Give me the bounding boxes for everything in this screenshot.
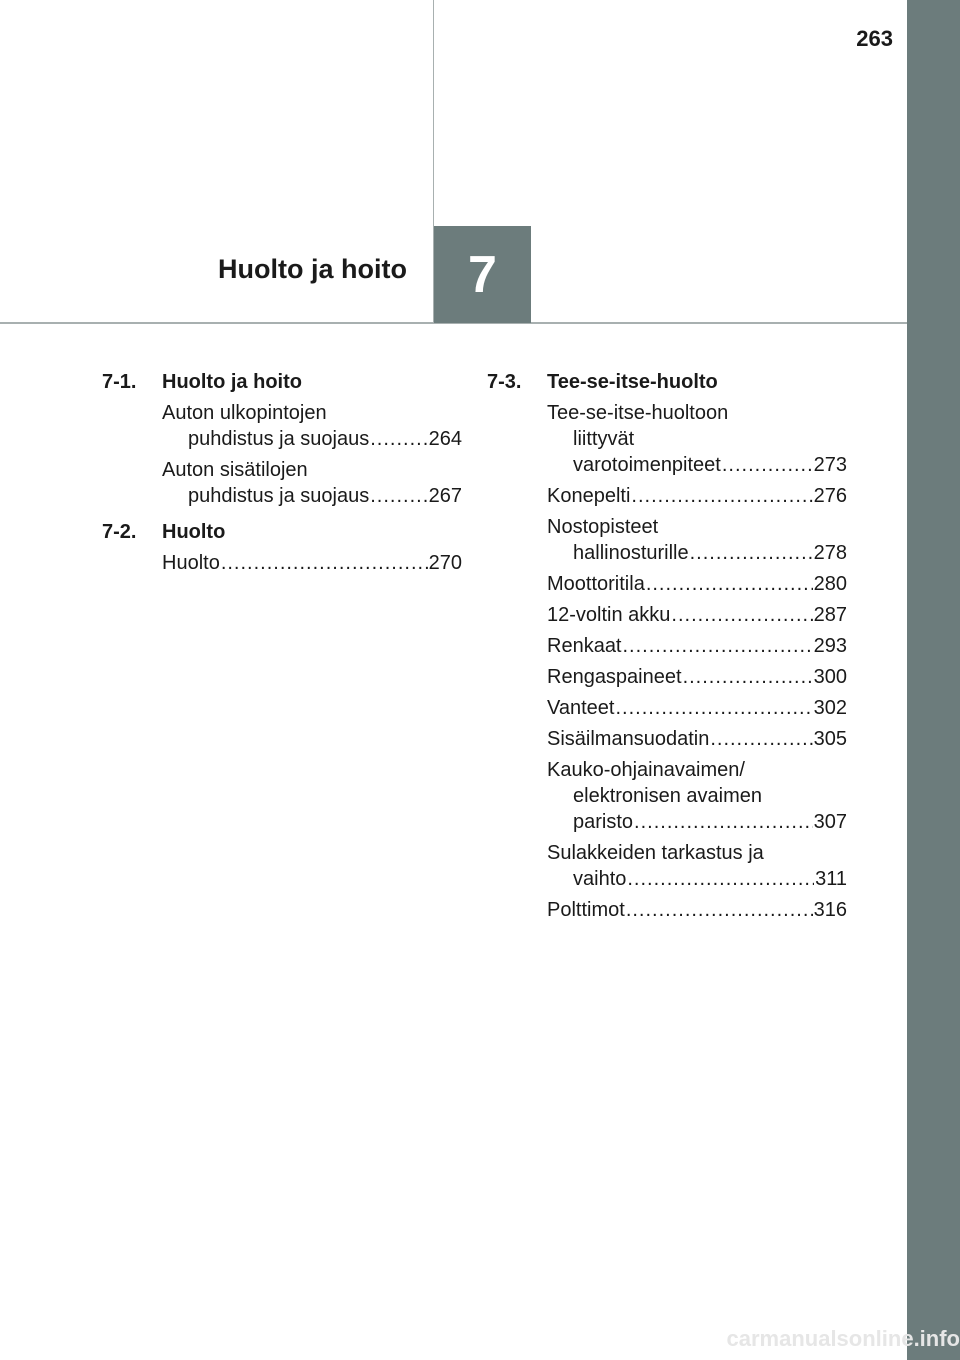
entry-page: 270 (428, 552, 462, 574)
section-heading[interactable] (487, 371, 847, 394)
leader-dots (683, 664, 813, 690)
entry-text: Sulakkeiden tarkastus ja (547, 842, 764, 864)
entry-text: Tee-se-itse-huoltoon (547, 402, 729, 424)
leader-dots (623, 633, 813, 659)
entry-page: 273 (813, 454, 847, 476)
leader-dots (370, 483, 427, 509)
entry-page: 316 (813, 899, 847, 921)
entry-page: 287 (813, 604, 847, 626)
entry-page: 302 (813, 697, 847, 719)
section-title: Huolto (162, 521, 226, 543)
entry-text: Huolto (162, 552, 220, 574)
section-number: 7-2. (102, 521, 137, 543)
toc-entry[interactable] (547, 726, 847, 752)
toc-entry[interactable] (162, 457, 462, 509)
entry-text: 12-voltin akku (547, 604, 671, 626)
entry-page: 307 (813, 811, 847, 833)
entry-text: Nostopisteet (547, 516, 659, 538)
entry-page: 276 (813, 485, 847, 507)
entry-text: Rengaspaineet (547, 666, 682, 688)
section-number: 7-1. (102, 371, 137, 393)
entry-page: 267 (428, 485, 462, 507)
leader-dots (722, 452, 813, 478)
entry-text: Moottoritila (547, 573, 645, 595)
toc-section-7-3 (487, 371, 847, 923)
page-number: 263 (856, 26, 893, 51)
toc-entry[interactable] (547, 514, 847, 566)
entry-text: Kauko-ohjainavaimen/ (547, 759, 745, 781)
toc-entry[interactable] (547, 602, 847, 628)
entry-page: 278 (813, 542, 847, 564)
section-heading[interactable] (102, 371, 462, 394)
section-title: Huolto ja hoito (162, 371, 302, 393)
toc-entry[interactable] (547, 571, 847, 597)
leader-dots (627, 866, 814, 892)
entry-text: Auton sisätilojen (162, 459, 308, 481)
leader-dots (634, 809, 813, 835)
entry-text: puhdistus ja suojaus (188, 485, 370, 507)
entry-text: puhdistus ja suojaus (188, 428, 370, 450)
toc-entry[interactable] (547, 897, 847, 923)
chapter-number: 7 (468, 245, 497, 304)
entry-page: 280 (813, 573, 847, 595)
toc-entry[interactable] (162, 550, 462, 576)
leader-dots (615, 695, 812, 721)
toc-column-left (102, 371, 462, 588)
toc-entry[interactable] (162, 400, 462, 452)
watermark: carmanualsonline.info (726, 1326, 960, 1351)
leader-dots (646, 571, 813, 597)
entry-text: Sisäilmansuodatin (547, 728, 710, 750)
entry-text: liittyvät (573, 428, 635, 450)
chapter-title: Huolto ja hoito (218, 254, 407, 284)
leader-dots (710, 726, 812, 752)
toc-entry[interactable] (547, 483, 847, 509)
toc-entry[interactable] (547, 400, 847, 478)
section-number: 7-3. (487, 371, 522, 393)
leader-dots (690, 540, 813, 566)
toc-section-7-1 (102, 371, 462, 509)
entry-text: Konepelti (547, 485, 631, 507)
entry-text: Renkaat (547, 635, 622, 657)
entry-page: 311 (815, 868, 847, 890)
toc-entry[interactable] (547, 664, 847, 690)
toc-entry[interactable] (547, 757, 847, 835)
chapter-side-bar (907, 0, 960, 1360)
toc-entry[interactable] (547, 633, 847, 659)
toc-entry[interactable] (547, 695, 847, 721)
entry-text: Vanteet (547, 697, 615, 719)
leader-dots (626, 897, 813, 923)
leader-dots (221, 550, 428, 576)
toc-column-right (487, 371, 847, 935)
leader-dots (631, 483, 812, 509)
section-heading[interactable] (102, 521, 462, 544)
section-title: Tee-se-itse-huolto (547, 371, 718, 393)
leader-dots (370, 426, 427, 452)
toc-entry[interactable] (547, 840, 847, 892)
entry-page: 300 (813, 666, 847, 688)
entry-text: elektronisen avaimen (573, 785, 762, 807)
entry-page: 264 (428, 428, 462, 450)
entry-text: varotoimenpiteet (573, 454, 721, 476)
entry-page: 305 (813, 728, 847, 750)
leader-dots (671, 602, 812, 628)
entry-text: vaihto (573, 868, 627, 890)
entry-text: Auton ulkopintojen (162, 402, 327, 424)
toc-section-7-2 (102, 521, 462, 576)
entry-page: 293 (813, 635, 847, 657)
entry-text: Polttimot (547, 899, 625, 921)
entry-text: hallinosturille (573, 542, 689, 564)
chapter-number-box (434, 226, 531, 323)
entry-text: paristo (573, 811, 634, 833)
